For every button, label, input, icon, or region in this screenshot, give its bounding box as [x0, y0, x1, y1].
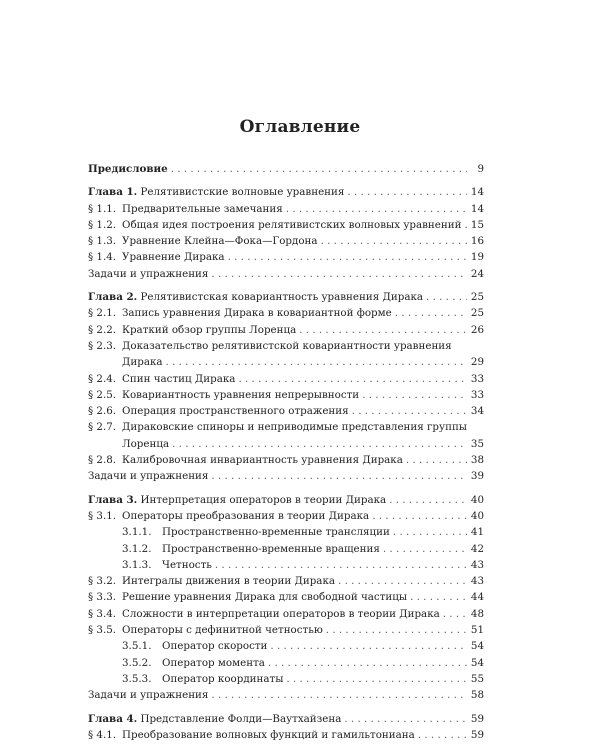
section-number: § 2.7. [88, 421, 117, 434]
toc-entry[interactable] [88, 161, 484, 177]
leader-dots [395, 305, 467, 321]
section-number: § 3.3. [88, 591, 117, 604]
section-title: Общая идея построения релятивистских волновых уравнений [122, 218, 462, 231]
table-of-contents [88, 161, 484, 750]
page-number: 55 [470, 672, 484, 685]
leader-dots [299, 322, 467, 338]
section-number: § 2.4. [88, 372, 117, 385]
section-title: Преобразование волновых функций и гамильтониана [122, 728, 415, 741]
subsection-number: 3.5.3. [122, 672, 152, 685]
leader-dots [211, 468, 467, 484]
leader-dots [215, 557, 467, 573]
section-title: Операторы преобразования в теории Дирака [122, 509, 370, 522]
leader-dots [410, 589, 467, 605]
leader-dots [372, 508, 467, 524]
section-title: Дираковские спиноры и неприводимые представления группы [122, 421, 468, 434]
subsection-title: Пространственно-временные трансляции [162, 526, 390, 539]
toc-subentry[interactable] [88, 655, 484, 671]
page-number: 25 [470, 291, 484, 304]
leader-dots [228, 249, 467, 265]
toc-preface [88, 161, 484, 177]
leader-dots [347, 184, 467, 200]
section-number: § 2.5. [88, 388, 117, 401]
subsection-number: 3.1.2. [122, 542, 152, 555]
page-number: 59 [470, 728, 484, 741]
toc-entry[interactable] [88, 387, 484, 403]
toc-subentry[interactable] [88, 638, 484, 654]
subsection-title: Четность [162, 558, 212, 571]
toc-entry[interactable] [88, 419, 484, 452]
toc-chapter-3 [88, 492, 484, 704]
page-number: 25 [470, 307, 484, 320]
section-title: Калибровочная инвариантность уравнения Дирака [122, 454, 403, 467]
chapter-title: Интерпретация операторов в теории Дирака [140, 493, 387, 506]
page-number: 26 [470, 323, 484, 336]
section-number: § 1.2. [88, 218, 117, 231]
toc-chapter-4 [88, 711, 484, 744]
toc-entry[interactable] [88, 452, 484, 468]
tasks-title: Задачи и упражнения [88, 689, 209, 702]
page-number: 33 [470, 388, 484, 401]
page-number: 54 [470, 640, 484, 653]
subsection-number: 3.1.3. [122, 558, 152, 571]
section-number: § 3.5. [88, 624, 117, 637]
section-title: Сложности в интерпретации операторов в теории Дирака [122, 607, 440, 620]
leader-dots [211, 266, 467, 282]
page-number: 40 [470, 493, 484, 506]
leader-dots [326, 622, 467, 638]
leader-dots [443, 606, 467, 622]
section-number: § 2.2. [88, 323, 117, 336]
leader-dots [171, 161, 467, 177]
leader-dots [172, 436, 467, 452]
toc-entry[interactable] [88, 508, 484, 524]
leader-dots [286, 671, 467, 687]
leader-dots [286, 201, 467, 217]
page-number: 43 [470, 575, 484, 588]
leader-dots [426, 289, 467, 305]
page-number: 54 [470, 656, 484, 669]
page-number: 42 [470, 542, 484, 555]
chapter-heading[interactable] [88, 184, 484, 200]
page-number: 16 [470, 235, 484, 248]
subsection-number: 3.5.2. [122, 656, 152, 669]
page-number: 35 [470, 437, 484, 450]
toc-entry[interactable] [88, 233, 484, 249]
section-title-continued: Дирака [122, 356, 163, 369]
section-title: Запись уравнения Дирака в ковариантной форме [122, 307, 392, 320]
page-number: 58 [470, 689, 484, 702]
chapter-number: Глава 3. [88, 493, 138, 506]
toc-subentry[interactable] [88, 557, 484, 573]
page-number: 14 [470, 202, 484, 215]
section-number: § 1.1. [88, 202, 117, 215]
page-number: 43 [470, 558, 484, 571]
leader-dots [270, 638, 467, 654]
section-title: Операторы с дефинитной четностью [122, 624, 323, 637]
chapter-heading[interactable] [88, 492, 484, 508]
page-number: 41 [470, 526, 484, 539]
chapter-title: Релятивистская ковариантность уравнения Дирака [140, 291, 424, 304]
page-number: 24 [470, 267, 484, 280]
toc-entry[interactable] [88, 687, 484, 703]
section-title: Спин частиц Дирака [122, 372, 236, 385]
page-number: 44 [470, 591, 484, 604]
subsection-title: Оператор координаты [162, 672, 284, 685]
leader-dots [362, 387, 467, 403]
tasks-title: Задачи и упражнения [88, 470, 209, 483]
leader-dots [268, 655, 467, 671]
section-title: Краткий обзор группы Лоренца [122, 323, 297, 336]
page-number: 40 [470, 509, 484, 522]
toc-entry[interactable] [88, 266, 484, 282]
toc-entry[interactable] [88, 727, 484, 743]
toc-entry[interactable] [88, 606, 484, 622]
section-number: § 3.1. [88, 509, 117, 522]
section-title-continued: Лоренца [122, 437, 170, 450]
section-title: Уравнение Дирака [122, 251, 225, 264]
leader-dots [383, 541, 467, 557]
leader-dots [338, 573, 467, 589]
page-number: 9 [477, 163, 484, 175]
page-title: Оглавление [239, 117, 361, 137]
leader-dots [393, 524, 467, 540]
toc-subentry[interactable] [88, 671, 484, 687]
leader-dots [238, 371, 467, 387]
section-number: § 2.3. [88, 339, 117, 352]
chapter-number: Глава 4. [88, 712, 138, 725]
section-title: Интегралы движения в теории Дирака [122, 575, 336, 588]
section-title: Доказательство релятивистской ковариантности уравнения [122, 339, 452, 352]
chapter-heading[interactable] [88, 711, 484, 727]
toc-chapter-2 [88, 289, 484, 485]
toc-entry[interactable] [88, 305, 484, 321]
page-number: 38 [470, 454, 484, 467]
chapter-title: Представление Фолди—Ваутхайзена [140, 712, 342, 725]
section-number: § 3.4. [88, 607, 117, 620]
toc-entry[interactable] [88, 217, 484, 233]
toc-subentry[interactable] [88, 524, 484, 540]
section-number: § 2.1. [88, 307, 117, 320]
toc-entry[interactable] [88, 371, 484, 387]
section-number: § 2.6. [88, 405, 117, 418]
section-title: Операция пространственного отражения [122, 405, 349, 418]
chapter-heading[interactable] [88, 289, 484, 305]
page-number: 19 [470, 251, 484, 264]
subsection-title: Пространственно-временные вращения [162, 542, 380, 555]
toc-chapter-1 [88, 184, 484, 282]
page-number: 51 [470, 624, 484, 637]
leader-dots [344, 711, 467, 727]
toc-entry[interactable] [88, 622, 484, 638]
toc-entry[interactable] [88, 573, 484, 589]
chapter-title: Релятивистские волновые уравнения [140, 186, 345, 199]
section-number: § 1.4. [88, 251, 117, 264]
subsection-number: 3.5.1. [122, 640, 152, 653]
section-title: Ковариантность уравнения непрерывности [122, 388, 360, 401]
leader-dots [406, 452, 467, 468]
preface-title: Предисловие [88, 163, 168, 175]
page-number: 15 [470, 218, 484, 231]
toc-entry[interactable] [88, 322, 484, 338]
toc-entry[interactable] [88, 403, 484, 419]
leader-dots [321, 233, 467, 249]
page-number: 48 [470, 607, 484, 620]
section-number: § 3.2. [88, 575, 117, 588]
toc-subentry[interactable] [88, 541, 484, 557]
leader-dots [166, 354, 467, 370]
toc-entry[interactable] [88, 468, 484, 484]
toc-entry[interactable] [88, 249, 484, 265]
section-number: § 1.3. [88, 235, 117, 248]
section-title: Предварительные замечания [122, 202, 283, 215]
leader-dots [418, 727, 467, 743]
page-number: 14 [470, 186, 484, 199]
subsection-number: 3.1.1. [122, 526, 152, 539]
page-number: 34 [470, 405, 484, 418]
section-number: § 2.8. [88, 454, 117, 467]
chapter-number: Глава 1. [88, 186, 138, 199]
page-number: 59 [470, 712, 484, 725]
leader-dots [464, 217, 467, 233]
toc-entry[interactable] [88, 338, 484, 371]
page-number: 29 [470, 356, 484, 369]
leader-dots [389, 492, 467, 508]
chapter-number: Глава 2. [88, 291, 138, 304]
tasks-title: Задачи и упражнения [88, 267, 209, 280]
toc-entry[interactable] [88, 201, 484, 217]
toc-entry[interactable] [88, 589, 484, 605]
section-title: Уравнение Клейна—Фока—Гордона [122, 235, 318, 248]
leader-dots [211, 687, 467, 703]
subsection-title: Оператор скорости [162, 640, 268, 653]
page-number: 39 [470, 470, 484, 483]
section-title: Решение уравнения Дирака для свободной частицы [122, 591, 408, 604]
subsection-title: Оператор момента [162, 656, 265, 669]
section-number: § 4.1. [88, 728, 117, 741]
leader-dots [352, 403, 467, 419]
page-number: 33 [470, 372, 484, 385]
